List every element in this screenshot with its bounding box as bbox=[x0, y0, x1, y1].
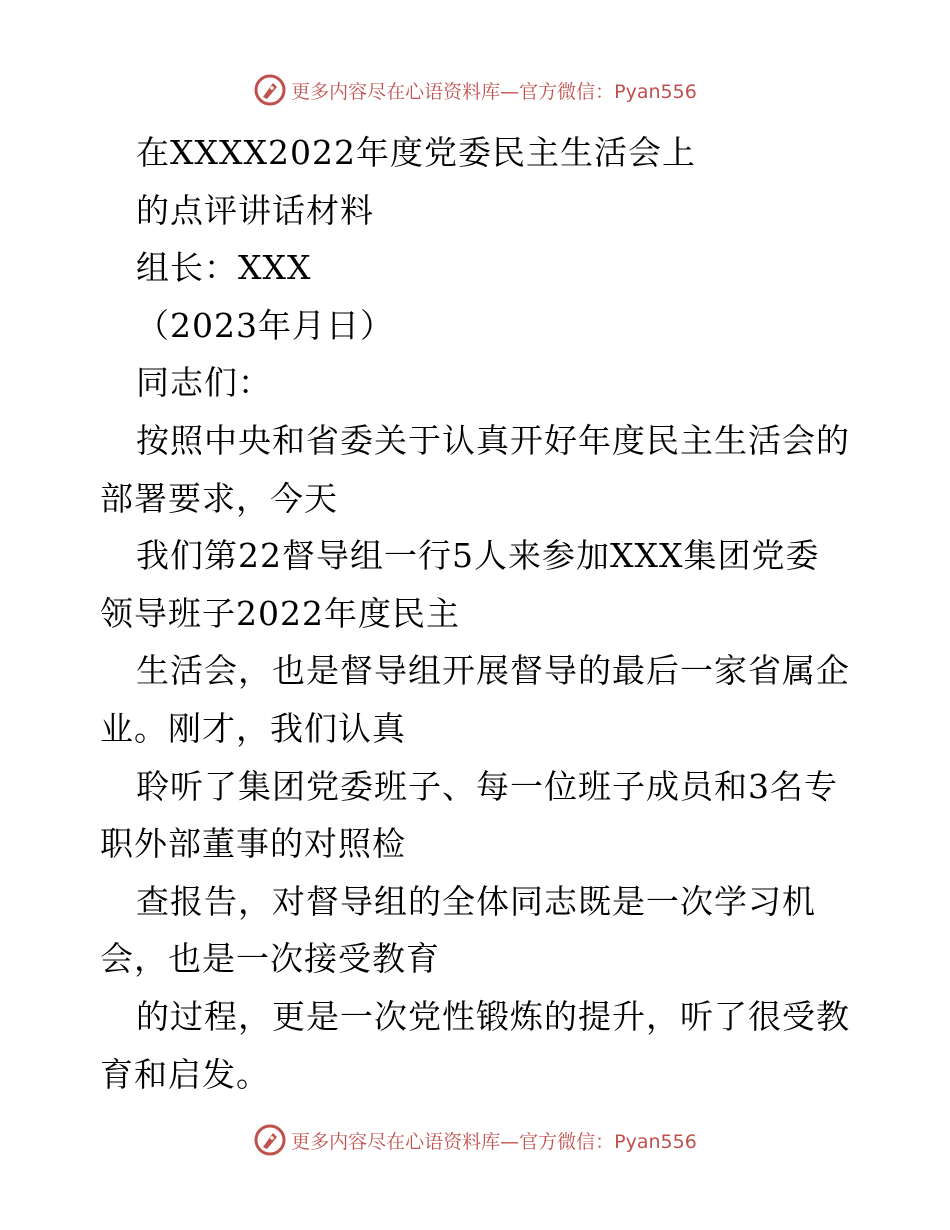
doc-line: 查报告，对督导组的全体同志既是一次学习机 bbox=[136, 881, 816, 921]
doc-line: 的过程，更是一次党性锻炼的提升，听了很受教 bbox=[136, 996, 850, 1036]
watermark-header bbox=[0, 70, 950, 110]
pen-nib-logo-icon bbox=[253, 1123, 287, 1157]
doc-line: 领导班子2022年度民主 bbox=[100, 593, 460, 633]
watermark-text: 更多内容尽在心语资料库 bbox=[291, 1130, 501, 1153]
doc-line: 业。刚才，我们认真 bbox=[100, 708, 406, 748]
doc-line: 聆听了集团党委班子、每一位班子成员和3名专 bbox=[136, 766, 838, 806]
doc-line: 在XXXX2022年度党委民主生活会上 bbox=[136, 133, 696, 172]
doc-line: （2023年月日） bbox=[136, 305, 394, 345]
doc-line: 育和启发。 bbox=[100, 1054, 270, 1094]
doc-line: 的点评讲话材料 bbox=[136, 190, 374, 230]
watermark-text: 更多内容尽在心语资料库 bbox=[291, 80, 501, 103]
doc-line: 职外部董事的对照检 bbox=[100, 824, 406, 864]
watermark-contact: —官方微信：Pyan556 bbox=[500, 1130, 697, 1153]
doc-line: 会，也是一次接受教育 bbox=[100, 939, 440, 979]
doc-line: 同志们： bbox=[136, 363, 272, 403]
watermark-footer bbox=[0, 1120, 950, 1160]
watermark-contact: —官方微信：Pyan556 bbox=[500, 80, 697, 103]
doc-line: 组长：XXX bbox=[136, 248, 312, 288]
document-body bbox=[100, 124, 860, 1103]
doc-line: 我们第22督导组一行5人来参加XXX集团党委 bbox=[136, 536, 820, 576]
doc-line: 部署要求，今天 bbox=[100, 478, 338, 518]
doc-line: 按照中央和省委关于认真开好年度民主生活会的 bbox=[136, 420, 850, 460]
doc-line: 生活会，也是督导组开展督导的最后一家省属企 bbox=[136, 651, 850, 691]
pen-nib-logo-icon bbox=[253, 73, 287, 107]
